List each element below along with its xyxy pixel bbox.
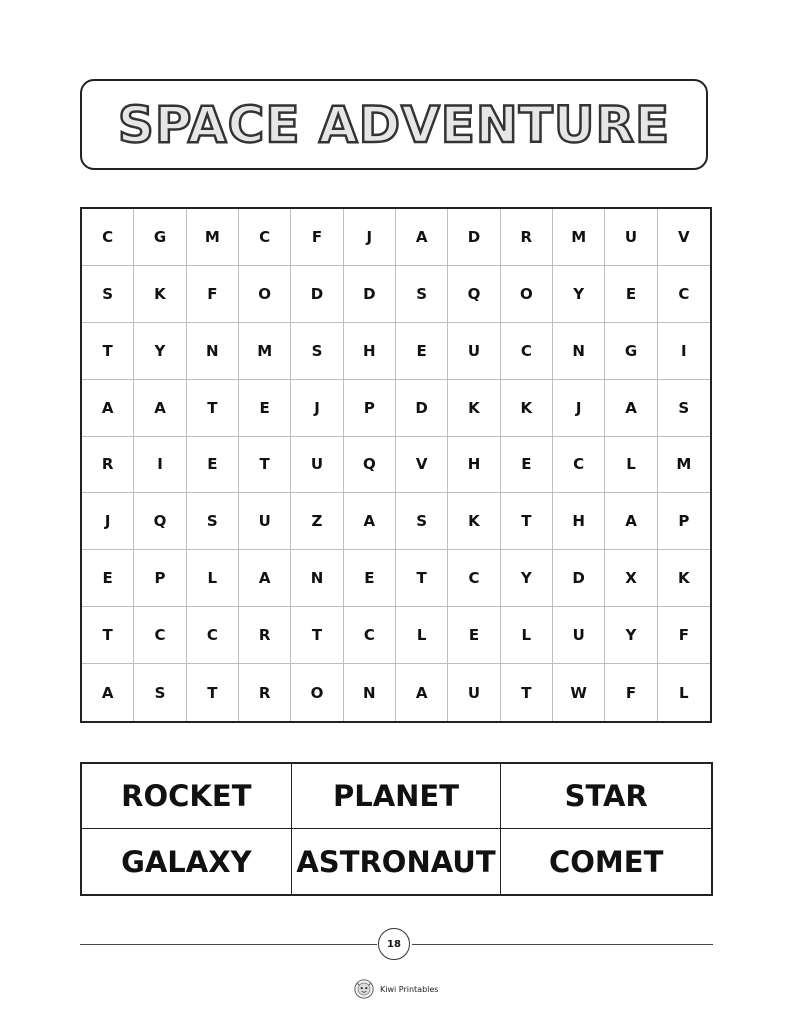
grid-cell: U (291, 437, 343, 494)
grid-cell: L (187, 550, 239, 607)
word-item: ASTRONAUT (292, 829, 502, 894)
grid-cell: L (501, 607, 553, 664)
grid-cell: Y (553, 266, 605, 323)
grid-cell: E (187, 437, 239, 494)
grid-cell: J (82, 493, 134, 550)
grid-cell: U (448, 323, 500, 380)
grid-cell: R (501, 209, 553, 266)
grid-cell: C (134, 607, 186, 664)
grid-cell: X (605, 550, 657, 607)
grid-cell: N (553, 323, 605, 380)
grid-cell: T (82, 323, 134, 380)
grid-cell: P (658, 493, 710, 550)
grid-cell: R (239, 664, 291, 721)
kiwi-logo-icon (353, 978, 375, 1000)
grid-cell: T (501, 493, 553, 550)
grid-cell: F (605, 664, 657, 721)
grid-cell: A (605, 493, 657, 550)
grid-cell: S (187, 493, 239, 550)
word-item: COMET (548, 844, 664, 879)
grid-cell: E (239, 380, 291, 437)
grid-cell: Q (134, 493, 186, 550)
grid-cell: M (187, 209, 239, 266)
grid-cell: J (344, 209, 396, 266)
grid-cell: U (448, 664, 500, 721)
grid-cell: K (501, 380, 553, 437)
grid-cell: Z (291, 493, 343, 550)
title-banner (80, 79, 708, 170)
grid-cell: K (448, 493, 500, 550)
grid-cell: C (553, 437, 605, 494)
grid-cell: T (187, 380, 239, 437)
grid-cell: U (239, 493, 291, 550)
grid-cell: P (134, 550, 186, 607)
grid-cell: H (448, 437, 500, 494)
page-number: 18 (378, 928, 410, 960)
grid-cell: Q (448, 266, 500, 323)
grid-cell: L (605, 437, 657, 494)
grid-cell: J (553, 380, 605, 437)
grid-cell: D (396, 380, 448, 437)
grid-cell: V (396, 437, 448, 494)
grid-cell: S (396, 266, 448, 323)
grid-cell: C (658, 266, 710, 323)
word-item: GALAXY (82, 829, 292, 894)
grid-cell: P (344, 380, 396, 437)
brand-name: Kiwi Printables (380, 984, 439, 994)
grid-cell: J (291, 380, 343, 437)
grid-cell: A (396, 209, 448, 266)
grid-cell: R (82, 437, 134, 494)
grid-cell: T (187, 664, 239, 721)
grid-cell: C (82, 209, 134, 266)
grid-cell: A (134, 380, 186, 437)
grid-cell: Y (501, 550, 553, 607)
grid-cell: W (553, 664, 605, 721)
grid-cell: S (82, 266, 134, 323)
grid-cell: E (448, 607, 500, 664)
grid-cell: A (82, 664, 134, 721)
grid-cell: I (134, 437, 186, 494)
grid-cell: L (396, 607, 448, 664)
grid-cell: G (605, 323, 657, 380)
grid-cell: U (553, 607, 605, 664)
grid-cell: Y (134, 323, 186, 380)
grid-cell: V (658, 209, 710, 266)
grid-cell: M (553, 209, 605, 266)
grid-cell: Y (605, 607, 657, 664)
grid-cell: G (134, 209, 186, 266)
grid-cell: E (501, 437, 553, 494)
word-item: PLANET (292, 764, 502, 829)
grid-cell: E (344, 550, 396, 607)
grid-cell: D (291, 266, 343, 323)
grid-cell: K (658, 550, 710, 607)
grid-cell: L (679, 683, 689, 702)
grid-cell: Q (344, 437, 396, 494)
grid-cell: E (605, 266, 657, 323)
grid-cell: D (553, 550, 605, 607)
grid-cell: A (82, 380, 134, 437)
grid-cell: H (344, 323, 396, 380)
grid-cell: F (291, 209, 343, 266)
grid-cell: N (344, 664, 396, 721)
grid-cell: O (291, 664, 343, 721)
grid-cell: C (187, 607, 239, 664)
grid-cell: O (501, 266, 553, 323)
grid-cell: A (396, 664, 448, 721)
grid-cell: T (396, 550, 448, 607)
grid-cell: K (448, 380, 500, 437)
grid-cell: A (239, 550, 291, 607)
grid-cell: M (658, 437, 710, 494)
grid-cell: T (239, 437, 291, 494)
grid-cell: S (134, 664, 186, 721)
grid-cell: H (553, 493, 605, 550)
grid-cell: D (448, 209, 500, 266)
grid-cell: M (239, 323, 291, 380)
grid-cell: S (658, 380, 710, 437)
footer-divider-left (80, 944, 377, 945)
grid-cell: U (605, 209, 657, 266)
grid-cell: N (291, 550, 343, 607)
grid-cell: F (187, 266, 239, 323)
grid-cell: A (344, 493, 396, 550)
grid-cell: N (187, 323, 239, 380)
grid-cell: C (501, 323, 553, 380)
grid-cell: I (658, 323, 710, 380)
grid-cell: K (134, 266, 186, 323)
word-search-grid (80, 207, 712, 723)
grid-cell: T (82, 607, 134, 664)
grid-cell: C (448, 550, 500, 607)
grid-cell: T (291, 607, 343, 664)
grid-cell: S (396, 493, 448, 550)
word-item: ROCKET (82, 764, 292, 829)
grid-cell: C (344, 607, 396, 664)
grid-cell: E (396, 323, 448, 380)
word-item: STAR (501, 764, 711, 829)
grid-cell: A (605, 380, 657, 437)
grid-cell: T (501, 664, 553, 721)
grid-cell: R (239, 607, 291, 664)
grid-cell: S (291, 323, 343, 380)
grid-cell: O (239, 266, 291, 323)
brand (353, 978, 438, 1000)
grid-cell: C (239, 209, 291, 266)
grid-cell: E (82, 550, 134, 607)
page-title: SPACE ADVENTURE (117, 95, 671, 154)
word-list (80, 762, 713, 896)
grid-cell: F (658, 607, 710, 664)
grid-cell: D (344, 266, 396, 323)
footer-divider-right (412, 944, 713, 945)
